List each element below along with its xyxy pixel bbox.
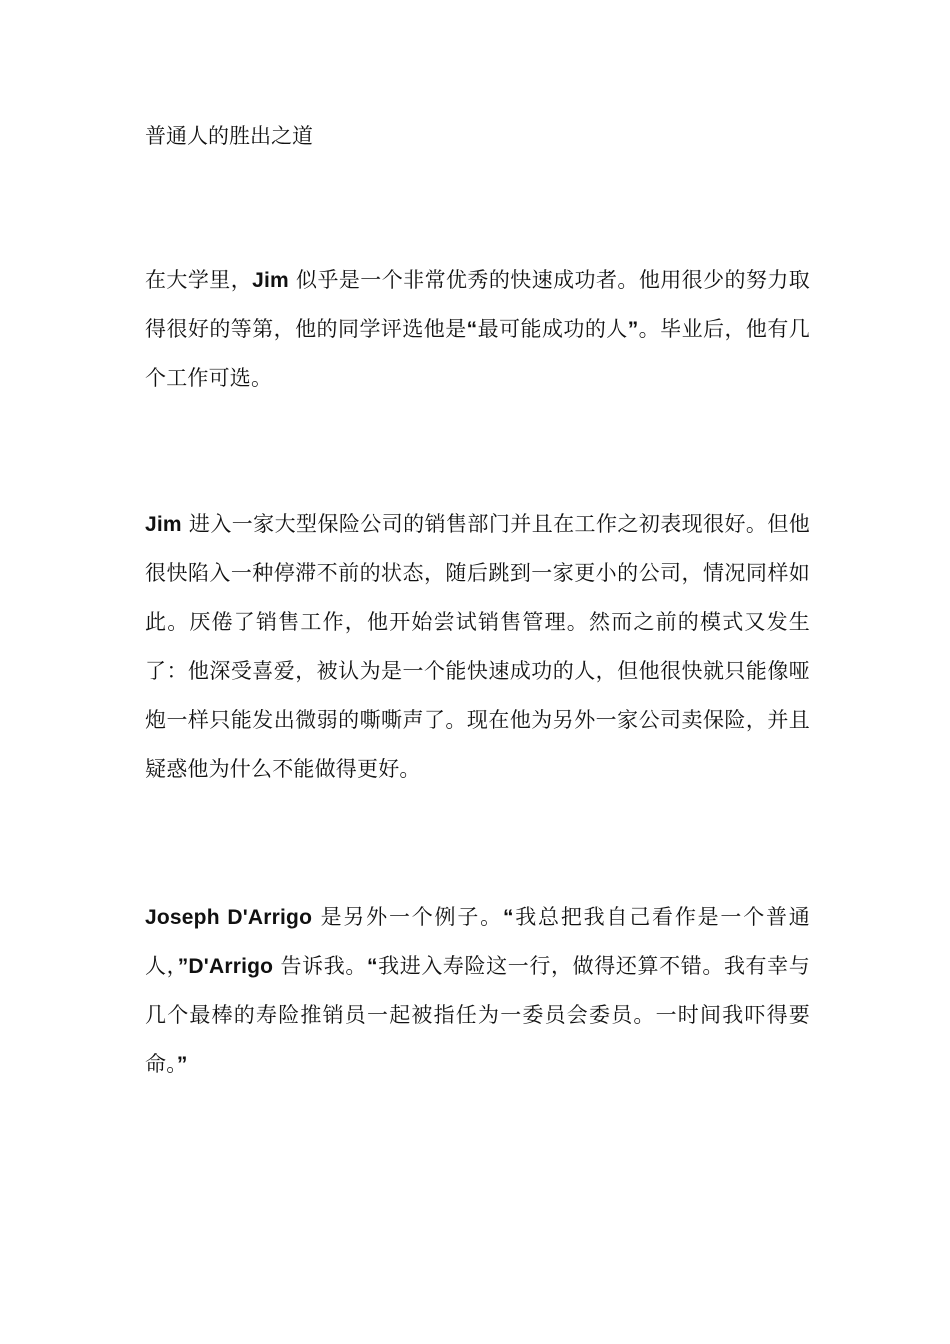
bold-segment: Joseph D'Arrigo xyxy=(145,906,313,929)
text-segment: 。毕业后，他有几个工作可选。 xyxy=(145,317,810,390)
bold-segment: “ xyxy=(502,906,514,929)
bold-segment: “ xyxy=(466,318,478,341)
text-segment: 进入一家大型保险公司的销售部门并且在工作之初表现很好。但他很快陷入一种停滞不前的状态，随后跳到一家更小的公司，情况同样如此。厌倦了销售工作，他开始尝试销售管理。然而之前的模式又发生了：他深受喜爱，被认为是一个能快速成功的人，但他很快就只能像哑炮一样只能发出微弱的嘶嘶声了。现在他为另外一家公司卖保险，并且疑惑他为什么不能做得更好。 xyxy=(145,512,810,781)
document-title: 普通人的胜出之道 xyxy=(145,124,313,148)
text-segment: 我总把我自己看作是一个普通人， xyxy=(145,905,810,978)
bold-segment: Jim xyxy=(145,513,182,536)
text-segment: 告诉我。 xyxy=(273,954,367,978)
bold-segment: Jim xyxy=(252,269,289,292)
text-segment: 最可能成功的人 xyxy=(477,317,628,341)
bold-segment: ” xyxy=(176,1053,188,1076)
text-segment: 在大学里， xyxy=(145,268,253,292)
paragraph-1 xyxy=(145,256,810,403)
bold-segment: ” xyxy=(627,318,639,341)
bold-segment: “ xyxy=(366,955,378,978)
text-segment: 我进入寿险这一行，做得还算不错。我有幸与几个最棒的寿险推销员一起被指任为一委员会委员。一时间我吓得要命。 xyxy=(145,954,810,1076)
text-segment: 似乎是一个非常优秀的快速成功者。他用很少的努力取得很好的等第，他的同学评选他是 xyxy=(145,268,810,341)
bold-segment: ”D'Arrigo xyxy=(177,955,274,978)
text-segment: 是另外一个例子。 xyxy=(312,905,503,929)
paragraph-2 xyxy=(145,500,810,794)
paragraph-3 xyxy=(145,893,810,1089)
